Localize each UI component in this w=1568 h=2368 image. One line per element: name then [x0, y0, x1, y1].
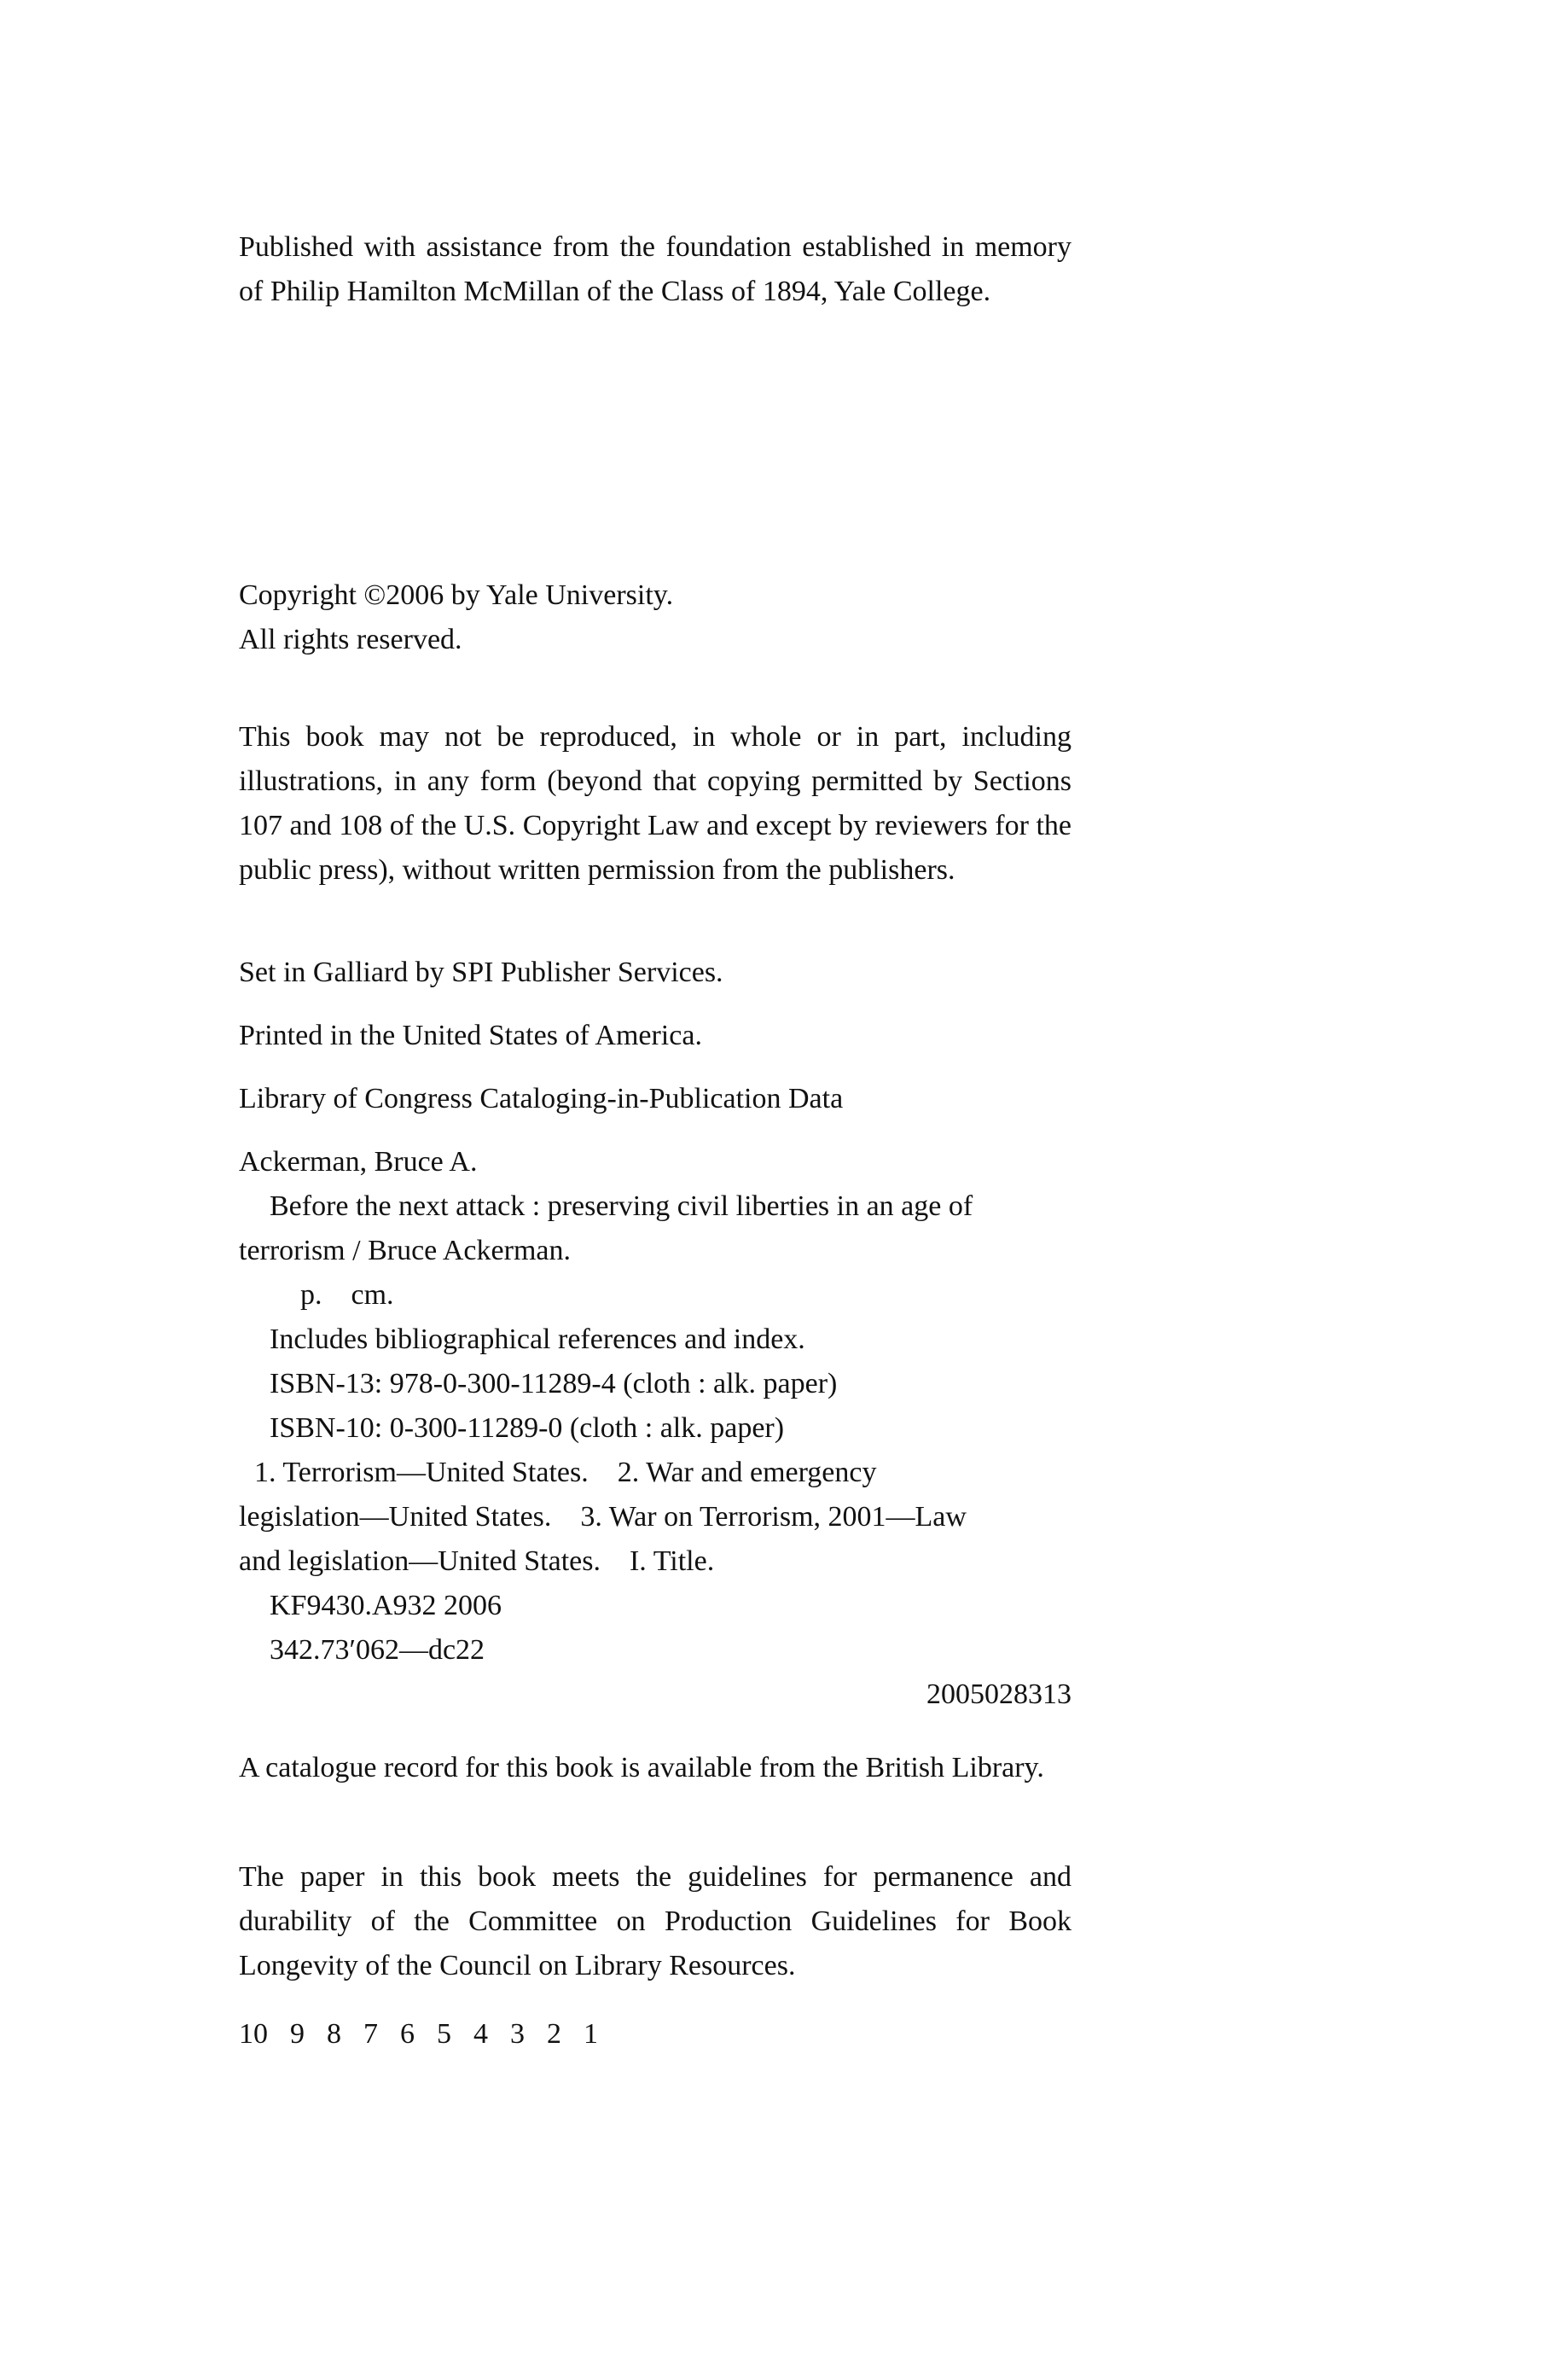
- print-number: 1: [584, 2018, 598, 2050]
- cip-isbn10: ISBN-10: 0-300-11289-0 (cloth : alk. paper): [270, 1412, 785, 1444]
- copyright-line: Copyright ©2006 by Yale University.: [239, 579, 674, 611]
- paper-permanence-note: The paper in this book meets the guidelines for permanence and durability of the Committee on Production Guidelines for Book Longevity of the Council on Library Resources.: [239, 1861, 1071, 1981]
- print-number: 3: [510, 2018, 525, 2050]
- dedication-text: Published with assistance from the foundation established in memory of Philip Hamilton McMillan of the Class of 1894, Yale College.: [239, 231, 1071, 307]
- printed-in-note: Printed in the United States of America.: [239, 1020, 702, 1051]
- print-number: 6: [400, 2018, 415, 2050]
- cip-subjects-line: 1. Terrorism—United States. 2. War and emergency: [254, 1457, 877, 1488]
- cip-dewey-classification: 342.73′062—dc22: [270, 1634, 485, 1666]
- print-number: 4: [473, 2018, 488, 2050]
- british-library-note: A catalogue record for this book is available from the British Library.: [239, 1752, 1044, 1783]
- cip-isbn13: ISBN-13: 978-0-300-11289-4 (cloth : alk. paper): [270, 1368, 838, 1399]
- cip-heading: Library of Congress Cataloging-in-Publication Data: [239, 1083, 844, 1114]
- print-number: 7: [363, 2018, 378, 2050]
- cip-title-line: terrorism / Bruce Ackerman.: [239, 1235, 571, 1266]
- cip-lc-classification: KF9430.A932 2006: [270, 1590, 502, 1621]
- print-number: 8: [327, 2018, 341, 2050]
- cip-subjects-line: legislation—United States. 3. War on Terrorism, 2001—Law: [239, 1501, 967, 1533]
- cip-title-line: Before the next attack : preserving civil liberties in an age of: [270, 1190, 973, 1222]
- print-number: 9: [290, 2018, 305, 2050]
- cip-subjects-line: and legislation—United States. I. Title.: [239, 1545, 715, 1577]
- cip-pagination: p. cm.: [300, 1279, 394, 1311]
- rights-reserved-line: All rights reserved.: [239, 624, 462, 655]
- cip-bibliography-note: Includes bibliographical references and index.: [270, 1324, 805, 1355]
- print-number: 2: [547, 2018, 561, 2050]
- print-number: 10: [239, 2018, 268, 2050]
- copyright-notice: [239, 573, 1071, 662]
- typesetting-note: Set in Galliard by SPI Publisher Services.: [239, 957, 723, 988]
- print-number: 5: [437, 2018, 451, 2050]
- cip-author: Ackerman, Bruce A.: [239, 1146, 478, 1178]
- printing-number-line: [239, 2012, 1071, 2057]
- cip-record: [239, 1140, 1071, 1717]
- reproduction-notice: This book may not be reproduced, in whole or in part, including illustrations, in any form (beyond that copying permitted by Sections 107 and 108 of the U.S. Copyright Law and except by reviewers for the public press), without written permission from the publishers.: [239, 721, 1071, 886]
- cip-lccn: 2005028313: [926, 1679, 1071, 1710]
